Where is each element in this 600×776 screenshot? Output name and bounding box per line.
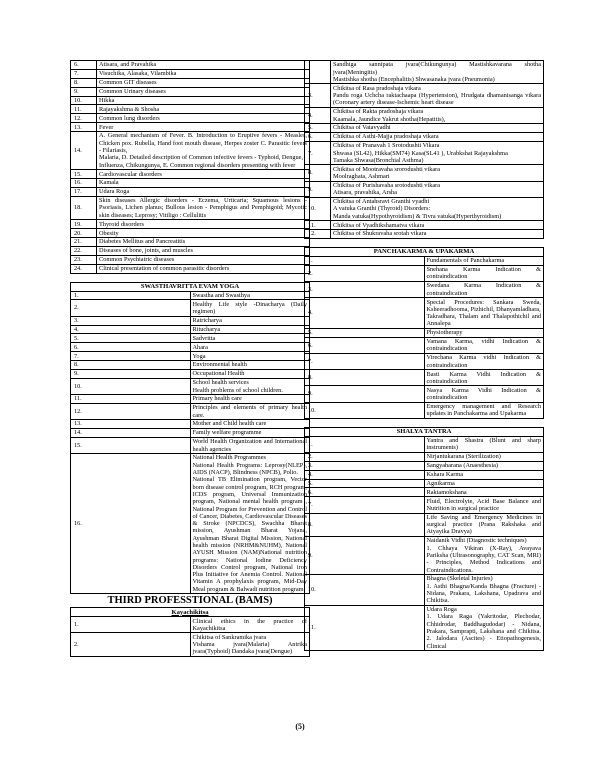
table-row [71, 334, 310, 343]
row-number: 9. [71, 87, 97, 96]
row-topic: Yantra and Shastra (Blunt and sharp instruments) [424, 436, 544, 452]
row-topic: Clinical ethics in the practice of Kayachikitsa [190, 617, 310, 633]
table-row [71, 170, 310, 179]
row-number: 11. [305, 605, 425, 650]
row-number: 5. [305, 479, 425, 488]
row-topic: Fever [97, 123, 310, 132]
row-number: 1. [305, 436, 425, 452]
row-topic: Chikitsa of Rakta pradoshaja vikara Kaamala, Jaundice Yakrut shotha(Hepatitis), [331, 107, 544, 123]
table-row [71, 617, 310, 633]
row-number: 9. [305, 537, 425, 575]
row-topic: Chikitsa of Purishavaha srotodushti vikara Atisara, pravahika, Arsha [331, 181, 544, 197]
row-topic: Diseases of bone, joints, and muscles [97, 247, 310, 256]
row-number: 11. [71, 395, 191, 404]
row-topic: Common GIT diseases [97, 78, 310, 87]
row-topic: Snehana Karma Indication & contraindication [424, 265, 544, 281]
row-topic: Raktamokshana [424, 488, 544, 497]
row-number: 6. [71, 61, 97, 70]
row-topic: Principles and elements of primary health care. [190, 403, 310, 419]
row-number: 9. [71, 370, 191, 379]
table-row [71, 61, 310, 70]
row-number: 9. [305, 181, 331, 197]
table-row [305, 497, 544, 513]
row-topic: Swedana Karma Indication & contraindication [424, 282, 544, 298]
row-number: 6. [305, 488, 425, 497]
section-title-kayachikitsa: Kayachikitsa [71, 608, 310, 617]
row-topic: Emergency management and Research updates in Panchakarma and Upakarma [424, 402, 544, 418]
row-number: 15. [71, 170, 97, 179]
row-topic: Sangyaharana (Anaesthesia) [424, 461, 544, 470]
row-number: 10. [305, 197, 331, 220]
table-row [305, 537, 544, 575]
row-number: 10. [305, 575, 425, 606]
row-topic: Chikitsa of Mootravaha srorodushti vikara Moolraghata, Ashmari [331, 165, 544, 181]
row-number: 3. [305, 84, 331, 107]
table-row [305, 265, 544, 281]
row-topic: Chikitsa of Vatavyadhi [331, 124, 544, 133]
row-topic: Clinical presentation of common parasitic disorders [97, 264, 310, 273]
row-topic: Ratricharya [190, 316, 310, 325]
section-title-panchakarma: PANCHAKARMA & UPAKARMA [305, 248, 544, 257]
row-number: 8. [305, 370, 425, 386]
right-column [304, 60, 544, 651]
row-topic: Yoga [190, 352, 310, 361]
row-number: 3. [71, 316, 191, 325]
row-topic: Udara Roga 1. Udara Raga (Yakritodar, Plechodar, Chhidrodar, Baddhagudodar) - Nidana, Prakara, Samprapti, Lakshana and Chikitsa. 2. Jalodara (Ascites) - Etiopathogenesis, Clinical [424, 605, 544, 650]
table-row [71, 352, 310, 361]
row-number: 18. [71, 196, 97, 219]
table-row [305, 165, 544, 181]
row-number: 8. [71, 78, 97, 87]
table-row [305, 197, 544, 220]
row-topic: A. General mechanism of Fever. B. Introduction to Eruptive fevers - Measles, Chicken pox. Rubella, Hand foot mouth disease, Herpes zoster C. Parasitic fevers - Filariasis, Malaria, D. Detailed description of Common infective fevers - Typhoid, Dengue, Influenza, Chikungunya, E. Common regional disorders presenting with fever [97, 132, 310, 170]
row-topic: Family welfare programme [190, 429, 310, 438]
table-row [305, 282, 544, 298]
row-number: 6. [305, 133, 331, 142]
row-number: 2. [305, 265, 425, 281]
row-number: 10. [71, 378, 191, 394]
row-number: 6. [305, 337, 425, 353]
table-row [305, 452, 544, 461]
table-row [305, 436, 544, 452]
table-row [305, 402, 544, 418]
row-topic: Fluid, Electrolyte, Acid Base Balance and Nutrition in surgical practice [424, 497, 544, 513]
row-topic: Chikitsa of Shukravaha srotah vikara [331, 230, 544, 239]
heading-third-professional: THIRD PROFESSTIONAL (BAMS) [107, 595, 273, 607]
table-row [305, 141, 544, 164]
table-row [71, 105, 310, 114]
table-row [71, 247, 310, 256]
row-number: 7. [71, 352, 191, 361]
table-row [305, 133, 544, 142]
row-topic: Diabetes Mellitus and Pancreatitis [97, 238, 310, 247]
row-number: 5. [305, 124, 331, 133]
row-number: 11. [305, 221, 331, 230]
row-topic: Fundamentals of Panchakarma [424, 256, 544, 265]
row-number: 16. [71, 454, 191, 594]
row-number: 4. [71, 325, 191, 334]
row-number: 13. [71, 123, 97, 132]
table-row [305, 329, 544, 338]
row-number: 10. [71, 96, 97, 105]
row-number: 5. [305, 329, 425, 338]
table-row [305, 107, 544, 123]
row-topic: Cardiovascular disorders [97, 170, 310, 179]
table-row [71, 403, 310, 419]
row-number: 2. [71, 633, 191, 656]
row-topic: Occupational Health [190, 370, 310, 379]
row-number: 12. [305, 230, 331, 239]
table-row [305, 256, 544, 265]
row-topic: Kamala [97, 179, 310, 188]
table-row [71, 179, 310, 188]
row-number: 3. [305, 461, 425, 470]
row-number: 22. [71, 247, 97, 256]
row-number: 8. [71, 361, 191, 370]
row-number: 2. [71, 300, 191, 316]
row-number: 8. [305, 513, 425, 536]
row-topic: Kshara Karma [424, 470, 544, 479]
row-number: 14. [71, 132, 97, 170]
row-number: 1. [305, 256, 425, 265]
table-kayachikitsa-continued [70, 60, 310, 274]
row-topic: Common Urinary diseases [97, 87, 310, 96]
row-topic: Agnikarma [424, 479, 544, 488]
row-number: 16. [71, 179, 97, 188]
row-number: 17. [71, 187, 97, 196]
row-topic: Swastha and Swasthya [190, 291, 310, 300]
row-topic: Environmental health [190, 361, 310, 370]
row-number: 14. [71, 429, 191, 438]
row-number: 2. [305, 452, 425, 461]
table-row [71, 96, 310, 105]
row-topic: Nirjantukarana (Sterilization) [424, 452, 544, 461]
row-number: 20. [71, 229, 97, 238]
row-topic: Udara Roga [97, 187, 310, 196]
row-topic: Ritucharya [190, 325, 310, 334]
row-topic: Naidanik Vidhi (Diagnostic techniques) 1. Chhaya Vikiran (X-Ray), Avayava Pariksha (Ultrasonography, CAT Scan, MRI) - Principles, Method Indications and Contraindications. [424, 537, 544, 575]
table-row [305, 488, 544, 497]
table-row [305, 337, 544, 353]
table-row [305, 61, 544, 84]
table-row [71, 255, 310, 264]
row-topic: Healthy Life style -Dinacharya (Daily regimen) [190, 300, 310, 316]
row-topic: Ahara [190, 343, 310, 352]
section-title-swasthavritta: SWASTHAVRITTA EVAM YOGA [71, 282, 310, 291]
row-topic: Life Saving and Emergency Medicines in surgical practice (Prana Rakshaka and Atyayika Dravya) [424, 513, 544, 536]
table-row [305, 84, 544, 107]
row-number: 1. [71, 291, 191, 300]
row-topic: Thyroid disorders [97, 220, 310, 229]
row-topic: World Health Organization and International health agencies [190, 437, 310, 453]
table-row [71, 264, 310, 273]
row-number: 9. [305, 386, 425, 402]
row-number: 12. [71, 403, 191, 419]
table-row [71, 378, 310, 394]
table-row [71, 69, 310, 78]
row-topic: Common lung disorders [97, 114, 310, 123]
row-number: 4. [305, 298, 425, 329]
table-row [71, 87, 310, 96]
table-swasthavritta [70, 282, 310, 595]
table-row [71, 196, 310, 219]
table-row [305, 513, 544, 536]
table-panchakarma [304, 247, 544, 419]
row-topic: Nasya Karma Vidhi Indication & contraindication [424, 386, 544, 402]
table-row [305, 386, 544, 402]
table-row [305, 124, 544, 133]
row-number: 23. [71, 255, 97, 264]
table-row [71, 300, 310, 316]
row-topic: Primary health care [190, 395, 310, 404]
table-row [305, 470, 544, 479]
row-number: 7. [305, 497, 425, 513]
table-row [71, 395, 310, 404]
table-row [305, 298, 544, 329]
table-row [305, 479, 544, 488]
table-row [71, 454, 310, 594]
row-number: 15. [71, 437, 191, 453]
table-row [305, 605, 544, 650]
row-topic: Chikitsa of Sankramika jvara Vishama jvara(Malaria) Antrika jvara(Typhoid) Dandaka jvara(Dengue) [190, 633, 310, 656]
table-row [71, 78, 310, 87]
table-row [71, 238, 310, 247]
table-row [305, 354, 544, 370]
row-topic: Virechana Karma vidhi Indication & contraindication [424, 354, 544, 370]
table-kayachikitsa [70, 607, 310, 657]
row-topic: Sandhiga sannipata jvara(Chikungunya) Mastishkavarana shotha jvara(Meningitis) Mastishka shotha (Encephalitis) Shwasanaka jvara (Pneumonia) [331, 61, 544, 84]
row-number: 21. [71, 238, 97, 247]
row-number: 5. [71, 334, 191, 343]
row-topic: Special Procedures: Sankara Sweda, Ksheeradhooma, Pizhichil, Dhanyamladhara, Takradhara, Thalam and Thalapothichil and Annalepa [424, 298, 544, 329]
table-row [71, 123, 310, 132]
row-number: 10. [305, 402, 425, 418]
table-row [305, 181, 544, 197]
row-number: 7. [71, 69, 97, 78]
table-row [71, 325, 310, 334]
left-column [70, 60, 310, 657]
row-topic: Sadvritta [190, 334, 310, 343]
row-topic: Hikka [97, 96, 310, 105]
row-topic: Chikitsa of Vyadhikshamatva vikara [331, 221, 544, 230]
row-number: 8. [305, 165, 331, 181]
row-topic: Rajayakshma & Shosha [97, 105, 310, 114]
row-topic: Chikitsa of Antahsravi Granthi vyadhi A vatuka Granthi (Thyroid) Disorders: Manda vatuka(Hypothyroidism) & Tivra vatuka(Hyperthyroidism) [331, 197, 544, 220]
table-row [71, 291, 310, 300]
row-topic: Chikitsa of Rasa pradoshaja vikara Pandu roga Uchcha raktachaapa (Hypertension), Hrudgata dhamanisanga vikara (Coronary artery disease-Ischemic heart disease [331, 84, 544, 107]
table-row [305, 230, 544, 239]
row-topic: Vamana Karma, vidhi Indication & contraindication [424, 337, 544, 353]
row-topic: Physiotherapy [424, 329, 544, 338]
row-topic: Chikitsa of Pranavah 1 Srotodushti Vikara Shwasa (SL42), Hikka(SM74) Kasa(SL41 ), Urabkshat Rajayakshma Tamaka Shwasa(Bronchial Asthma) [331, 141, 544, 164]
row-topic: National Health Programmes National Health Programs: Leprosy(NLEP), AIDS (NACP), Blindness (NPCB), Polio. National TB Elimination program, Vector born disease control program, RCH program, ICDS program, Universal Immunization program, National mental health program , National Program for Prevention and Control of Cancer, Diabetes, Cardiovascular Diseases & Stroke (NPCDCS), Swachha Bharat mission, Ayushman Bharat Yojana, Ayushman Bharat Digital Mission, National health mission (NRHM&NUHM), National AYUSH Mission (NAM)National nutrition programs: National Iodine Deficiency Disorders Control program, National iron Plus Initiative for Anemia Control. National Vitamin A prophylaxis program, Mid-Day Meal program & Balwadi nutrition program. [190, 454, 310, 594]
row-topic: Chikitsa of Asthi-Majja pradoshaja vikara [331, 133, 544, 142]
table-row [71, 429, 310, 438]
row-number: 4. [305, 470, 425, 479]
table-row [71, 114, 310, 123]
row-number: 7. [305, 354, 425, 370]
table-row [71, 220, 310, 229]
table-shalya-tantra [304, 427, 544, 651]
table-row [71, 132, 310, 170]
row-topic: Bhagna (Skeletal Injuries) 1. Asthi Bhagna/Kanda Bhagna (Fracture) - Nidana, Prakara, Lakshana, Upadrava and Chikitsa. [424, 575, 544, 606]
row-topic: Mother and Child health care [190, 420, 310, 429]
table-row [71, 370, 310, 379]
row-number: 24. [71, 264, 97, 273]
row-topic: Visuchika, Alasaka, Vilambika [97, 69, 310, 78]
row-number: 3. [305, 282, 425, 298]
row-number: 7. [305, 141, 331, 164]
table-row [305, 575, 544, 606]
row-number: 12. [71, 114, 97, 123]
row-number [305, 61, 331, 84]
table-row [71, 633, 310, 656]
row-number: 19. [71, 220, 97, 229]
table-row [71, 361, 310, 370]
row-topic: Atisara, and Pravahika [97, 61, 310, 70]
row-number: 1. [71, 617, 191, 633]
row-topic: Basti Karma Vidhi Indication & contraindication [424, 370, 544, 386]
row-topic: Obesity [97, 229, 310, 238]
table-row [305, 461, 544, 470]
table-chikitsa [304, 60, 544, 239]
table-row [71, 437, 310, 453]
row-topic: School health services Health problems of school children. [190, 378, 310, 394]
row-number: 11. [71, 105, 97, 114]
table-row [71, 316, 310, 325]
row-number: 4. [305, 107, 331, 123]
row-number: 13. [71, 420, 191, 429]
row-topic: Common Psychiatric diseases [97, 255, 310, 264]
row-topic: Skin diseases Allergic disorders - Eczema, Urticaria; Squamous lesions - Psoriasis, Lichen planus; Bullous lesion - Pemphigus and Pemphigoid; Mycotic skin diseases; Leprosy; Vitiligo : Cellulitis [97, 196, 310, 219]
table-row [71, 187, 310, 196]
table-row [305, 221, 544, 230]
table-row [71, 343, 310, 352]
table-row [71, 420, 310, 429]
row-number: 6. [71, 343, 191, 352]
page-number: (5) [295, 722, 305, 731]
section-title-shalya-tantra: SHALYA TANTRA [305, 427, 544, 436]
table-row [71, 229, 310, 238]
table-row [305, 370, 544, 386]
